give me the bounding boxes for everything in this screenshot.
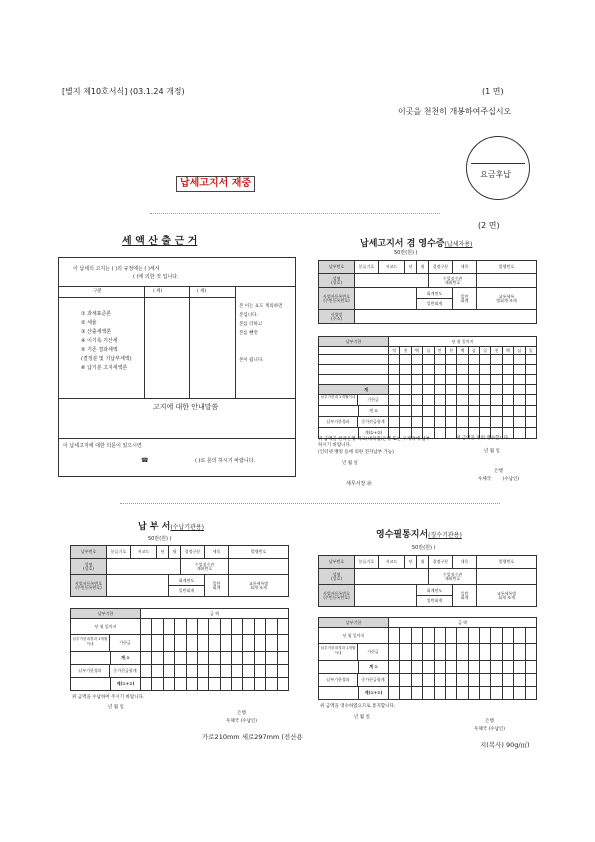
ps-name-label: 성명 (상호) — [71, 559, 107, 575]
receipt-note-2: (인터넷 뱅킹 등에 의한 전자납부 가능) — [318, 450, 394, 455]
reissue-label: 납세고지서 재중 — [176, 176, 255, 192]
digit: 백 — [502, 347, 513, 355]
rn-pay-no-label: 납부번호 — [319, 556, 355, 569]
item-2: ② 세율 — [81, 320, 97, 326]
rn-fiscal-year: 회계연도 — [417, 586, 452, 596]
ps-general-account: 일반회계 — [178, 587, 195, 593]
ps-col: 분류기호 — [107, 546, 131, 559]
rn-r2: 교통세특별 회계 — [496, 590, 517, 600]
payment-slip-header-table — [70, 545, 289, 597]
rn-account-label: 수입징수관 계좌번호 — [429, 569, 477, 585]
rn-in-2: 계 ① — [358, 661, 388, 673]
receipt-amount-unit: 50만(원) ) — [394, 250, 418, 256]
rn-col: 발행번호 — [477, 556, 537, 569]
digit: 일 — [480, 347, 491, 355]
side-note-3: 본를 더하고 — [239, 322, 263, 327]
item-3: ③ 산출세액론 — [81, 329, 112, 335]
item-7: ⑥ 납기분 고지세액론 — [81, 365, 128, 371]
payment-slip-title-text: 납 부 서 — [138, 522, 171, 532]
receipt-notice-amount-table — [318, 617, 537, 700]
rn-title-sub: (징수기관용) — [428, 532, 462, 539]
receipt-col: 월 — [417, 261, 429, 274]
item-4: ④ 이기록 기산세 — [81, 338, 118, 344]
receipt-notice-title — [376, 531, 462, 540]
rn-bizno-label: 사업자등록번호 (주민등록번호) — [319, 585, 355, 607]
page-two-label: (2 면) — [478, 221, 500, 230]
item-6: (결정분 및 기납부세액) — [81, 356, 132, 362]
rn-r1: 일반 회계 — [453, 585, 477, 607]
rn-period-label: 납부기한 — [319, 618, 389, 628]
ps-seal-1: 은행 — [237, 711, 246, 716]
receipt-date-left: 년 월 일 — [342, 461, 358, 466]
payment-slip-amount-unit: 50만(원) ) — [148, 536, 172, 542]
digit: 억 — [389, 347, 400, 355]
rn-after-2: 계(①+②) — [358, 687, 388, 699]
rn-period-text: 년 월 일까지 — [319, 628, 389, 644]
ps-period-label: 납부기한 — [71, 609, 141, 619]
rn-seal-1: 은행 — [485, 719, 494, 724]
rn-after-period: 납부기한경과 — [319, 674, 358, 686]
receipt-col: 결정구분 — [429, 261, 453, 274]
receipt-r3: 조세 — [509, 297, 517, 303]
receipt-r2: 교통세특 별회계 — [496, 293, 515, 303]
receipt-col: 년 — [405, 261, 417, 274]
tax-calc-footer-1: 이 납세고지에 대한 의문이 있으시면 — [63, 443, 142, 449]
receipt-title — [360, 240, 472, 249]
tax-calc-title: 세 액 산 출 근 거 — [122, 236, 198, 247]
receipt-col: 세목 — [453, 261, 477, 274]
ps-period-text: 년 월 일까지 — [71, 619, 141, 635]
digit: 백 — [411, 347, 422, 355]
rn-name-label: 성명 (상호) — [319, 569, 355, 585]
receipt-period-text: 년 월 일까지 — [389, 337, 537, 347]
digit: 십 — [468, 347, 479, 355]
receipt-seal-1: 은행 — [494, 469, 503, 474]
receipt-col: 발행번호 — [477, 261, 537, 274]
receipt-title-text: 납세고지서 겸 영수증 — [360, 239, 445, 249]
payment-slip-title — [138, 523, 204, 532]
digit: 만 — [434, 347, 445, 355]
receipt-pay-no-label: 납부번호 — [319, 261, 355, 274]
ps-bizno-label: 사업자등록번호 (주민등록번호) — [71, 575, 107, 597]
rn-col: 분류기호 — [355, 556, 379, 569]
receipt-note-right: 위 금액을 정히 영수합니다. — [456, 436, 510, 441]
col-paren-1: ( 세) — [153, 289, 163, 294]
ps-account-label: 수입징수관 계좌번호 — [181, 559, 229, 575]
ps-pay-no-label: 납부번호 — [71, 546, 107, 559]
cut-line-bottom — [120, 503, 500, 504]
ps-seal-2: 우체국 (수납인) — [226, 719, 258, 724]
rn-general-account: 일반회계 — [426, 597, 443, 603]
tax-calc-intro-1: 이 납세의 고지는 ( )의 규정에는 ( )세서 — [73, 266, 160, 272]
ps-amount-label: 금 액 — [141, 609, 289, 619]
phone-icon: ☎ — [141, 457, 149, 464]
digit: 백 — [457, 347, 468, 355]
receipt-amount-table — [318, 336, 537, 439]
ps-col: 서코드 — [131, 546, 157, 559]
receipt-after-period: 납부기한경과 — [319, 417, 358, 427]
ps-col: 결정구분 — [181, 546, 205, 559]
receipt-title-sub: (납세자용) — [444, 241, 473, 248]
rn-col: 세목 — [453, 556, 477, 569]
digit: 천 — [400, 347, 411, 355]
item-5: ⑤ 기존 결과세액 — [81, 347, 118, 353]
receipt-address-label: 사업장 (주소) — [319, 310, 355, 324]
receipt-bizno-label: 사업자등록번호 (주민등록번호) — [319, 288, 355, 310]
receipt-period-label: 납부기한 — [319, 337, 389, 347]
footer-paper-spec: 지(복사) 90g/㎡) — [480, 741, 530, 749]
receipt-date-right: 년 월 일 — [484, 449, 500, 454]
digit: 천 — [491, 347, 502, 355]
digit: 십 — [514, 347, 525, 355]
tax-calc-footer-2: ( )로 문의 하시기 바랍니다. — [195, 458, 256, 464]
side-note-5 — [239, 338, 282, 356]
digit: 십 — [423, 347, 434, 355]
rn-title-text: 영수필통지서 — [376, 530, 429, 540]
payment-slip-amount-table — [70, 608, 289, 691]
receipt-general-account: 일반회계 — [426, 300, 443, 306]
receipt-r1: 일반 회계 — [453, 288, 477, 310]
ps-r2: 교통세특별 회계 — [248, 580, 269, 590]
rn-amount-label: 금 액 — [389, 618, 537, 628]
ps-col: 발행번호 — [229, 546, 289, 559]
rn-col: 년 — [405, 556, 417, 569]
rn-date: 년 월 일 — [354, 715, 370, 720]
tax-calc-box — [58, 257, 296, 477]
side-note-6: 본이 됩니다. — [239, 358, 264, 363]
receipt-notice-header-table — [318, 555, 537, 607]
digit: 천 — [445, 347, 456, 355]
rn-amount-unit: 50만(원) ) — [412, 545, 436, 551]
rn-after-1: 중가산금합계 — [361, 677, 385, 682]
ps-after-period: 납부기한경과 — [71, 665, 110, 677]
item-1: ① 과세표준론 — [81, 311, 112, 317]
receipt-after-1: 중가산금합계 — [361, 419, 385, 424]
payment-slip-title-sub: (수납기관용) — [170, 524, 205, 531]
receipt-in-period-2: 계 ① — [358, 406, 388, 416]
ps-after-2: 계(①+②) — [110, 678, 140, 690]
seal-text: 요금후납 — [480, 170, 511, 179]
receipt-account-label: 수입징수관 계좌번호 — [429, 274, 477, 288]
rn-col: 월 — [417, 556, 429, 569]
rn-col: 결정구분 — [429, 556, 453, 569]
receipt-seal-2: 우체국 — [478, 477, 492, 482]
tax-calc-items — [81, 310, 132, 373]
receipt-bottom-code: 세무서장 ㊞ — [346, 481, 372, 487]
ps-in-2: 계 ① — [110, 652, 140, 664]
ps-after-1: 중가산금합계 — [113, 668, 137, 673]
col-paren-2: ( 세) — [197, 289, 207, 294]
rn-in-1: 가산금 — [367, 649, 379, 654]
rn-note: 위 금액을 영수하였으므로 통지합니다. — [320, 704, 396, 709]
ps-date: 년 월 일 — [108, 705, 124, 710]
footer-size-spec: 가로210mm 세로297mm (전산용 — [202, 733, 303, 741]
ps-in-1: 가산금 — [119, 640, 131, 645]
receipt-digit-row — [319, 347, 537, 355]
ps-fiscal-year: 회계연도 — [169, 576, 204, 586]
ps-seal-lines — [226, 710, 257, 726]
ps-col: 월 — [169, 546, 181, 559]
ps-r1: 일반 회계 — [205, 575, 229, 597]
col-div-label: 구분 — [93, 289, 102, 294]
receipt-in-period: 납부기한내 1개월이내 — [319, 395, 358, 405]
cut-line-top — [150, 213, 440, 214]
ps-r3: 조세 — [259, 584, 267, 590]
rn-col: 서코드 — [379, 556, 405, 569]
side-note-1: 본 이는 표도 계의하면 — [239, 304, 283, 309]
receipt-total-label: 계 — [319, 385, 389, 395]
open-instruction: 이곳을 천천히 개봉하여주십시오 — [398, 107, 512, 116]
ps-note: 위 금액을 수납하여 주시기 바랍니다. — [72, 695, 145, 700]
form-id: [별지 제10호서식] (03.1.24 개정) — [62, 87, 185, 96]
rn-in-period: 납부기한내경과 1개월이내 — [319, 644, 358, 660]
rn-seal-2: 우체국 (수납인) — [474, 727, 506, 732]
tax-calc-side-note — [239, 302, 282, 365]
side-note-2: 본입니다. — [239, 313, 258, 318]
receipt-col: 분류기호 — [355, 261, 379, 274]
digit: 일 — [525, 347, 537, 355]
receipt-name-label: 성명 (상호) — [319, 274, 355, 288]
receipt-header-table — [318, 260, 537, 324]
rn-r3: 조세 — [507, 594, 515, 600]
ps-in-period: 납부기한내경과 1개월이내 — [71, 635, 110, 651]
receipt-in-period-1: 기산금 — [367, 397, 379, 402]
receipt-fiscal-year: 회계연도 — [417, 289, 452, 299]
receipt-seal-lines — [478, 468, 519, 484]
receipt-col: 서코드 — [379, 261, 405, 274]
postage-seal — [466, 136, 530, 200]
receipt-seal-3: (수납인) — [502, 477, 520, 482]
rn-seal-lines — [474, 718, 505, 734]
side-note-4: 본를 뺀면 — [239, 331, 258, 336]
receipt-note-1: 위 금액을 한국은행 국고(대리점)은행 또는 우체국에 납부하시기 바랍니다. — [318, 437, 431, 448]
ps-col: 세목 — [205, 546, 229, 559]
receipt-after-2: 계(①+②) — [358, 428, 388, 438]
guide-title: 고지에 대한 안내말씀 — [153, 403, 219, 411]
tax-calc-intro-2: ( )에 의한 것 입니다. — [133, 274, 179, 280]
ps-col: 년 — [157, 546, 169, 559]
page-one-label: (1 면) — [482, 87, 504, 96]
